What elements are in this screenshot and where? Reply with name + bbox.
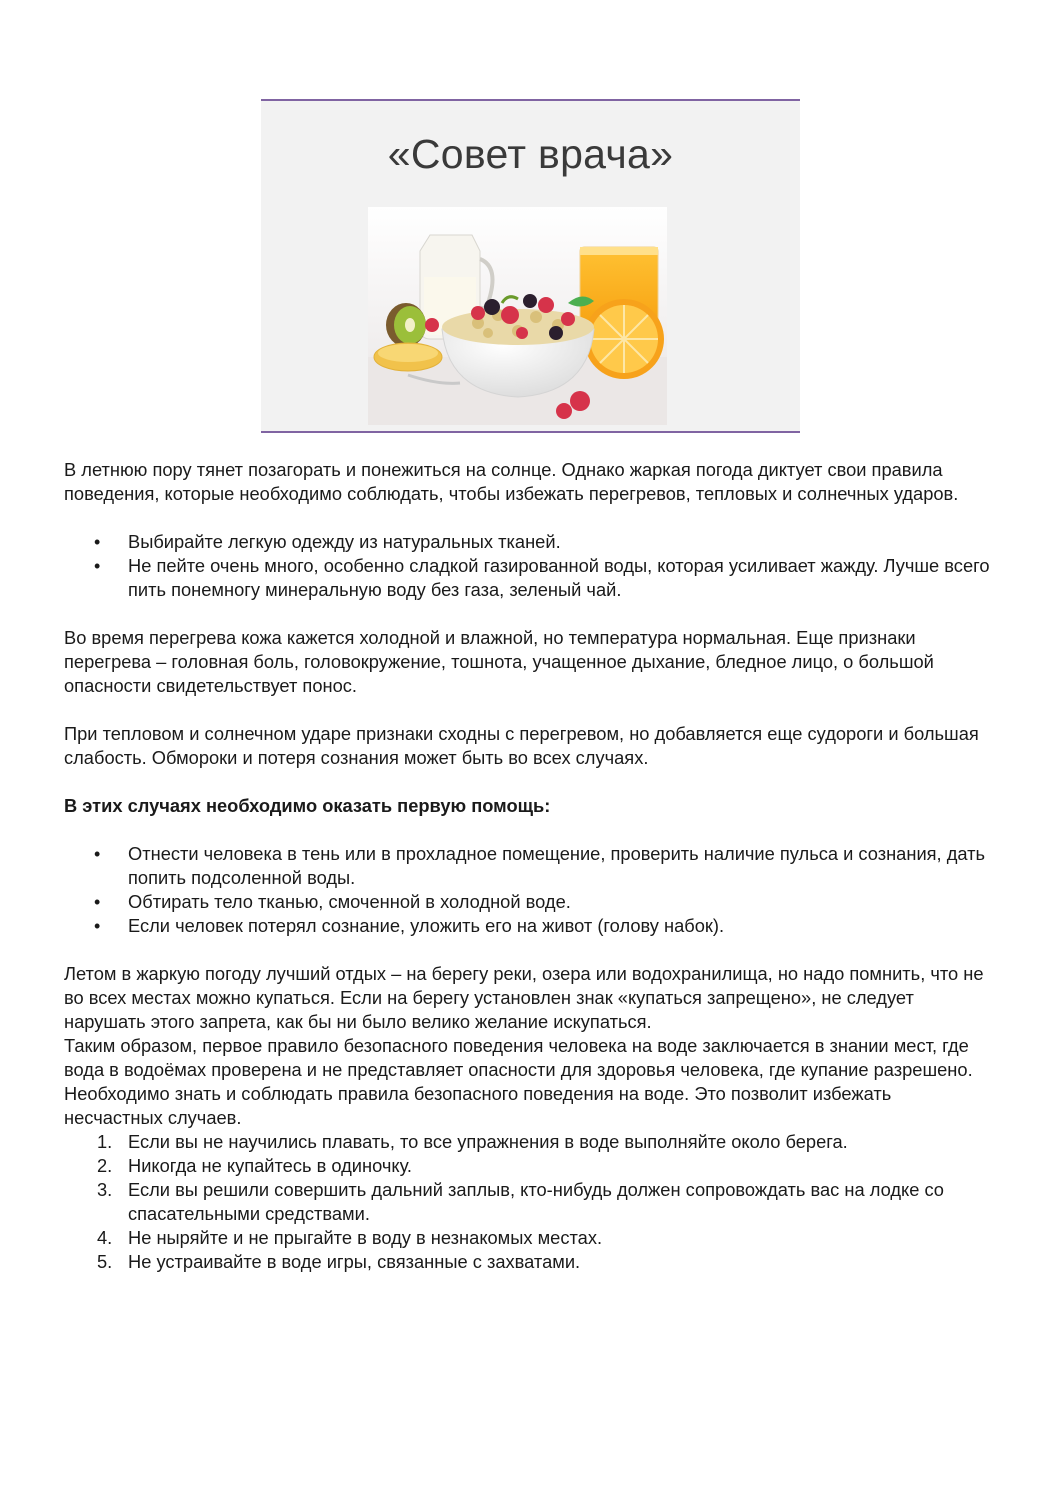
water-rules-list — [64, 1130, 994, 1274]
list-item: • Если человек потерял сознание, уложить его на живот (голову набок). — [64, 914, 994, 938]
list-number: 1. — [97, 1131, 113, 1152]
list-item — [64, 1130, 994, 1154]
overheating-paragraph: Во время перегрева кожа кажется холодной и влажной, но температура нормальная. Еще признаки перегрева – головная боль, головокружение, тошнота, учащенное дыхание, бледное лицо, о большой опасности свидетельствует понос. — [64, 627, 934, 696]
list-text: Если вы решили совершить дальний заплыв, кто-нибудь должен сопровождать вас на лодке со спасательными средствами. — [128, 1179, 944, 1224]
list-item: • Выбирайте легкую одежду из натуральных тканей. — [64, 530, 994, 554]
list-item: • Обтирать тело тканью, смоченной в холодной воде. — [64, 890, 994, 914]
list-text: Если вы не научились плавать, то все упражнения в воде выполняйте около берега. — [128, 1131, 848, 1152]
breakfast-photo — [368, 207, 667, 425]
page-title: «Совет врача» — [387, 131, 674, 177]
list-item: • Отнести человека в тень или в прохладное помещение, проверить наличие пульса и сознания, дать попить подсоленной воды. — [64, 842, 994, 890]
list-text: Не ныряйте и не прыгайте в воду в незнакомых местах. — [128, 1227, 603, 1248]
list-number: 3. — [97, 1179, 113, 1200]
rules-intro-paragraph: Необходимо знать и соблюдать правила безопасного поведения на воде. Это позволит избежать несчастных случаев. — [64, 1083, 892, 1128]
heatstroke-paragraph: При тепловом и солнечном ударе признаки сходны с перегревом, но добавляется еще судороги и большая слабость. Обмороки и потеря сознания может быть во всех случаях. — [64, 723, 979, 768]
list-item — [64, 1178, 994, 1226]
clothing-tips-list — [64, 530, 994, 602]
intro-paragraph: В летнюю пору тянет позагорать и понежиться на солнце. Однако жаркая погода диктует свои правила поведения, которые необходимо соблюдать, чтобы избежать перегревов, тепловых и солнечных ударов. — [64, 459, 959, 504]
list-item — [64, 1154, 994, 1178]
list-item — [64, 1226, 994, 1250]
first-aid-heading: В этих случаях необходимо оказать первую помощь: — [64, 795, 551, 816]
list-item — [64, 1250, 994, 1274]
first-aid-list — [64, 842, 994, 938]
list-number: 2. — [97, 1155, 113, 1176]
swimming-paragraph: Летом в жаркую погоду лучший отдых – на берегу реки, озера или водохранилища, но надо помнить, что не во всех местах можно купаться. Если на берегу установлен знак «купаться запрещено», не следует нарушать этого запрета, как бы ни было велико желание искупаться. — [64, 963, 984, 1032]
water-safety-paragraph: Таким образом, первое правило безопасного поведения человека на воде заключается в знании мест, где вода в водоёмах проверена и не представляет опасности для здоровья человека, где купание разрешено. — [64, 1035, 973, 1080]
list-text: Никогда не купайтесь в одиночку. — [128, 1155, 413, 1176]
article-body — [64, 458, 994, 1274]
list-item: • Не пейте очень много, особенно сладкой газированной воды, которая усиливает жажду. Лучше всего пить понемногу минеральную воду без газа, зеленый чай. — [64, 554, 994, 602]
header-banner — [261, 99, 800, 433]
list-number: 5. — [97, 1251, 113, 1272]
list-number: 4. — [97, 1227, 113, 1248]
list-text: Не устраивайте в воде игры, связанные с захватами. — [128, 1251, 581, 1272]
